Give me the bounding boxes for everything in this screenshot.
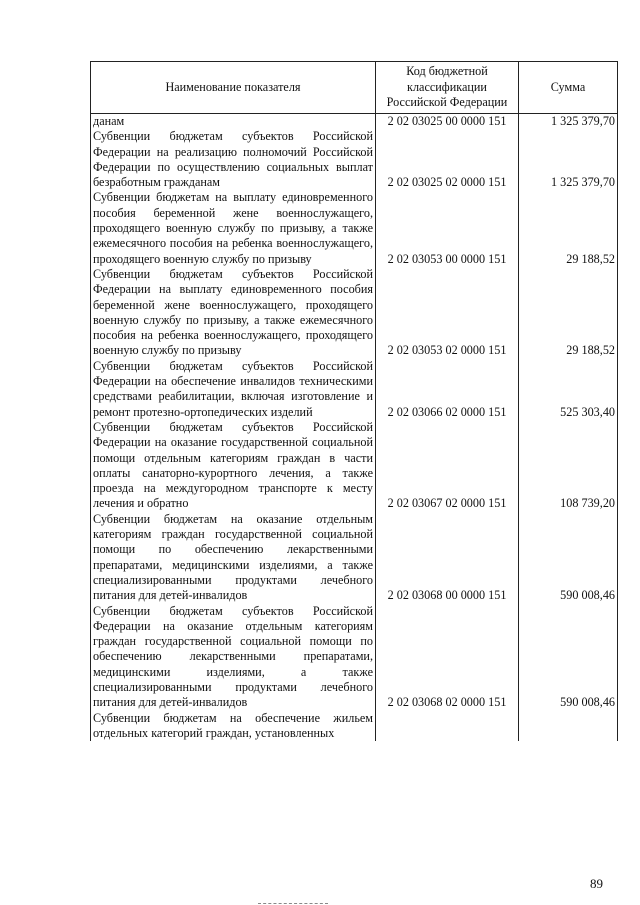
- row-sum: 1 325 379,70: [519, 114, 618, 130]
- row-name: Субвенции бюджетам субъектов Российской Федерации на оказание отдельным категориям граждан государственной социальной помощи по обеспечению лекарственными препаратами, медицинскими изделиями, а также специализированными продуктами лечебного питания для детей-инвалидов: [91, 604, 376, 711]
- row-name: Субвенции бюджетам субъектов Российской Федерации на реализацию полномочий Российской Федерации по осуществлению социальных выплат безработным гражданам: [91, 129, 376, 190]
- row-name: Субвенции бюджетам на оказание отдельным категориям граждан государственной социальной помощи по обеспечению лекарственными препаратами, медицинскими изделиями, а также специализированными продуктами лечебного питания для детей-инвалидов: [91, 512, 376, 604]
- row-name: Субвенции бюджетам субъектов Российской Федерации на обеспечение инвалидов техническими средствами реабилитации, включая изготовление и ремонт протезно-ортопедических изделий: [91, 359, 376, 420]
- header-sum: Сумма: [519, 62, 618, 114]
- table-row: [91, 512, 618, 604]
- table-row: [91, 711, 618, 742]
- table-row: [91, 604, 618, 711]
- table-row: [91, 420, 618, 512]
- header-code: Код бюджетной классификации Российской Федерации: [376, 62, 519, 114]
- row-name: Субвенции бюджетам субъектов Российской Федерации на выплату единовременного пособия беременной жене военнослужащего, проходящего военную службу по призыву, а также ежемесячного пособия на ребенка военнослужащего, проходящего военную службу по призыву: [91, 267, 376, 359]
- row-code: 2 02 03025 02 0000 151: [376, 129, 519, 190]
- row-name: Субвенции бюджетам на обеспечение жильем отдельных категорий граждан, установленных: [91, 711, 376, 742]
- row-sum: 108 739,20: [519, 420, 618, 512]
- row-sum: 590 008,46: [519, 512, 618, 604]
- row-code: 2 02 03068 00 0000 151: [376, 512, 519, 604]
- row-code: 2 02 03066 02 0000 151: [376, 359, 519, 420]
- table-row: [91, 129, 618, 190]
- table-row: [91, 359, 618, 420]
- row-code: 2 02 03067 02 0000 151: [376, 420, 519, 512]
- table-header: [91, 62, 618, 114]
- row-sum: 525 303,40: [519, 359, 618, 420]
- row-sum: 29 188,52: [519, 267, 618, 359]
- table-row: [91, 267, 618, 359]
- row-sum: [519, 711, 618, 742]
- row-code: 2 02 03025 00 0000 151: [376, 114, 519, 130]
- header-row: [91, 62, 618, 114]
- table-row: [91, 190, 618, 266]
- row-code: [376, 711, 519, 742]
- row-sum: 29 188,52: [519, 190, 618, 266]
- row-code: 2 02 03068 02 0000 151: [376, 604, 519, 711]
- row-sum: 590 008,46: [519, 604, 618, 711]
- row-sum: 1 325 379,70: [519, 129, 618, 190]
- row-name: Субвенции бюджетам субъектов Российской Федерации на оказание государственной социальной помощи отдельным категориям граждан в части оплаты санаторно-курортного лечения, а также проезда на междугородном транспорте к месту лечения и обратно: [91, 420, 376, 512]
- row-name: данам: [91, 114, 376, 130]
- row-name: Субвенции бюджетам на выплату единовременного пособия беременной жене военнослужащего, проходящего военную службу по призыву, а также ежемесячного пособия на ребенка военнослужащего, проходящего военную службу по призыву: [91, 190, 376, 266]
- row-code: 2 02 03053 00 0000 151: [376, 190, 519, 266]
- table-row: [91, 114, 618, 130]
- table-body: [91, 114, 618, 742]
- page-number: 89: [590, 876, 603, 891]
- row-code: 2 02 03053 02 0000 151: [376, 267, 519, 359]
- header-name: Наименование показателя: [91, 62, 376, 114]
- budget-table: [90, 61, 618, 741]
